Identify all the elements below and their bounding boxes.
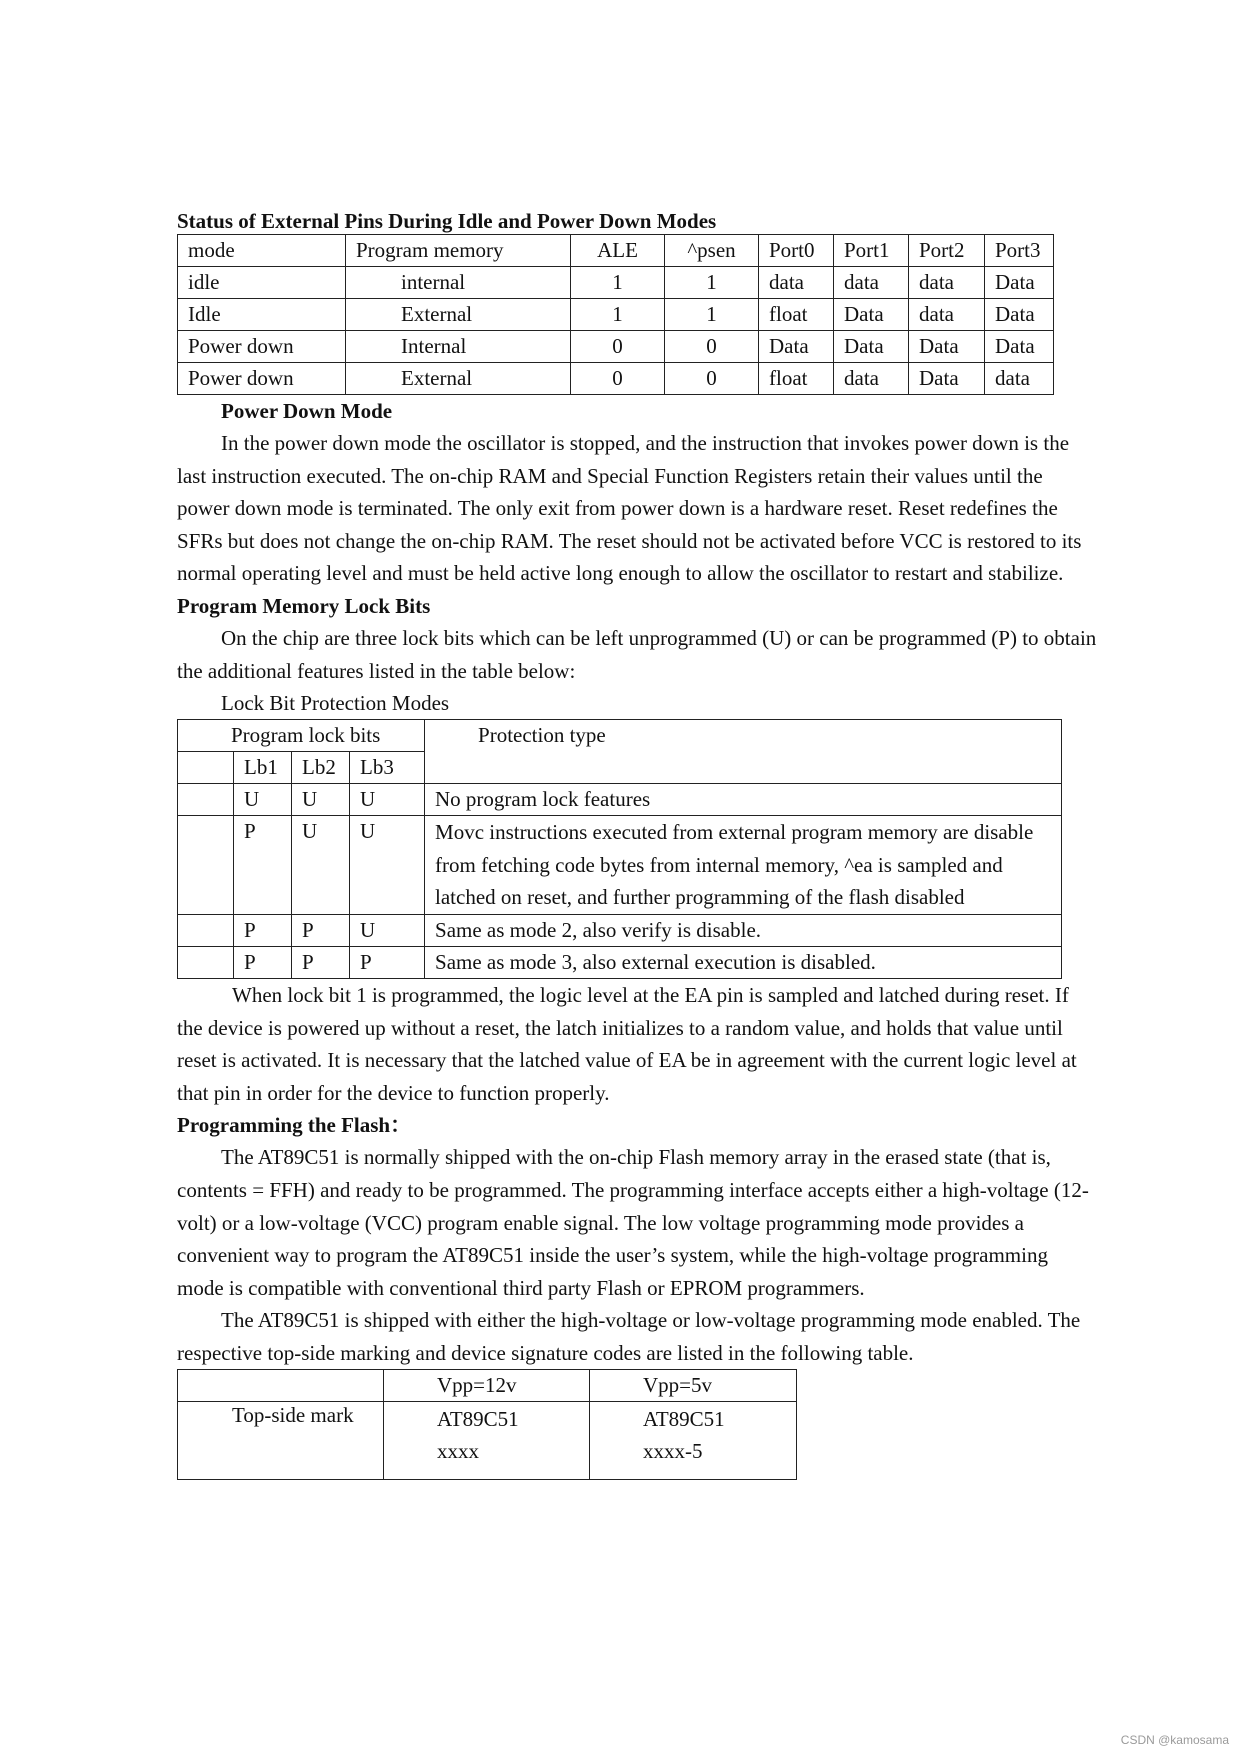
table-header-row xyxy=(178,1370,797,1402)
table-row xyxy=(178,1402,797,1480)
top-side-mark-label: Top-side mark xyxy=(178,1402,384,1480)
table-cell: Movc instructions executed from external program memory are disable from fetching code bytes from internal memory, ^ea is sampled and latched on reset, and further programming of the flash disabled xyxy=(425,816,1062,915)
table-cell: P xyxy=(234,816,292,915)
vpp12-mark-line1: AT89C51 xyxy=(437,1407,519,1432)
header-cell: Port3 xyxy=(985,235,1054,267)
table-cell: Data xyxy=(909,331,985,363)
table-cell: data xyxy=(834,363,909,395)
table-cell: P xyxy=(234,914,292,946)
table-cell: P xyxy=(292,946,350,978)
table-cell: U xyxy=(292,816,350,915)
table-cell: U xyxy=(234,784,292,816)
table-cell: P xyxy=(234,946,292,978)
vpp5-mark-cell xyxy=(590,1402,797,1480)
lock-bits-heading: Program Memory Lock Bits xyxy=(177,593,431,618)
table-cell: data xyxy=(909,299,985,331)
table-cell: Data xyxy=(909,363,985,395)
mode-cell xyxy=(178,914,234,946)
table-cell: 1 xyxy=(665,299,759,331)
lock-table-caption: Lock Bit Protection Modes xyxy=(221,691,450,716)
table-cell: data xyxy=(985,363,1054,395)
watermark: CSDN @kamosama xyxy=(1120,1733,1229,1747)
table-cell: data xyxy=(834,267,909,299)
table-cell: 1 xyxy=(665,267,759,299)
table-cell: Data xyxy=(985,299,1054,331)
section-title-pin-status: Status of External Pins During Idle and Power Down Modes xyxy=(177,209,717,233)
table-header-row xyxy=(178,235,1054,267)
table-cell: No program lock features xyxy=(425,784,1062,816)
table-row xyxy=(178,363,1054,395)
table-row xyxy=(178,784,1062,816)
table-cell: float xyxy=(759,299,834,331)
power-down-heading: Power Down Mode xyxy=(221,399,393,423)
table-row xyxy=(178,331,1054,363)
flash-heading: Programming the Flash： xyxy=(177,1113,412,1138)
header-cell: ALE xyxy=(571,235,665,267)
mode-cell xyxy=(178,816,234,915)
table-cell: U xyxy=(292,784,350,816)
table-cell: Idle xyxy=(178,299,346,331)
table-row xyxy=(178,946,1062,978)
table-cell: External xyxy=(346,299,571,331)
table-cell: Data xyxy=(834,299,909,331)
header-cell: Port1 xyxy=(834,235,909,267)
header-cell: Vpp=5v xyxy=(590,1370,797,1402)
vpp5-mark-line2: xxxx-5 xyxy=(643,1439,703,1464)
header-cell: Port2 xyxy=(909,235,985,267)
table-cell: 0 xyxy=(665,331,759,363)
table-cell: U xyxy=(350,914,425,946)
power-down-paragraph: In the power down mode the oscillator is stopped, and the instruction that invokes power down is the last instruction executed. The on-chip RAM and Special Function Registers retain their values until the power down mode is terminated. The only exit from power down is a hardware reset. Reset redefines the SFRs but does not change the on-chip RAM. The reset should not be activated before VCC is restored to its normal operating level and must be held active long enough to allow the oscillator to restart and stabilize. xyxy=(177,431,1082,586)
table-cell: Data xyxy=(985,331,1054,363)
vpp5-mark-line1: AT89C51 xyxy=(643,1407,725,1432)
header-cell xyxy=(178,1370,384,1402)
table-cell: 0 xyxy=(571,331,665,363)
pin-status-table xyxy=(177,234,1054,395)
header-cell: Port0 xyxy=(759,235,834,267)
header-cell: Program memory xyxy=(346,235,571,267)
table-row xyxy=(178,816,1062,915)
document-page xyxy=(177,208,1097,1480)
program-lock-bits-header: Program lock bits xyxy=(178,720,425,752)
vpp12-mark-line2: xxxx xyxy=(437,1439,479,1464)
table-cell: P xyxy=(292,914,350,946)
table-row xyxy=(178,299,1054,331)
table-cell: Data xyxy=(834,331,909,363)
vpp12-mark-cell xyxy=(384,1402,590,1480)
table-cell: 0 xyxy=(665,363,759,395)
table-cell: Power down xyxy=(178,363,346,395)
table-cell: 0 xyxy=(571,363,665,395)
table-cell: Data xyxy=(759,331,834,363)
table-cell: data xyxy=(909,267,985,299)
table-cell: data xyxy=(759,267,834,299)
lock-bit-paragraph: When lock bit 1 is programmed, the logic level at the EA pin is sampled and latched during reset. If the device is powered up without a reset, the latch initializes to a random value, and holds that value until reset is activated. It is necessary that the latched value of EA be in agreement with the current logic level at that pin in order for the device to function properly. xyxy=(177,982,1077,1105)
table-cell: Internal xyxy=(346,331,571,363)
table-row xyxy=(178,267,1054,299)
header-cell: Lb2 xyxy=(292,752,350,784)
table-cell: float xyxy=(759,363,834,395)
table-cell: Same as mode 2, also verify is disable. xyxy=(425,914,1062,946)
mode-cell xyxy=(178,784,234,816)
table-cell: Same as mode 3, also external execution is disabled. xyxy=(425,946,1062,978)
header-cell: Lb3 xyxy=(350,752,425,784)
flash-paragraph-2: The AT89C51 is shipped with either the high-voltage or low-voltage programming mode enabled. The respective top-side marking and device signature codes are listed in the following table. xyxy=(177,1308,1081,1365)
table-cell: External xyxy=(346,363,571,395)
lock-bits-paragraph: On the chip are three lock bits which can be left unprogrammed (U) or can be programmed (P) to obtain the additional features listed in the table below: xyxy=(177,625,1097,683)
protection-type-header: Protection type xyxy=(425,720,1062,784)
lock-bit-table xyxy=(177,719,1062,979)
table-cell: U xyxy=(350,816,425,915)
table-cell: P xyxy=(350,946,425,978)
top-side-mark-table xyxy=(177,1369,797,1480)
table-cell: internal xyxy=(346,267,571,299)
table-row xyxy=(178,914,1062,946)
table-cell: Power down xyxy=(178,331,346,363)
header-cell: Lb1 xyxy=(234,752,292,784)
table-cell: Data xyxy=(985,267,1054,299)
header-cell: Vpp=12v xyxy=(384,1370,590,1402)
header-cell: mode xyxy=(178,235,346,267)
header-cell: ^psen xyxy=(665,235,759,267)
table-cell: idle xyxy=(178,267,346,299)
flash-paragraph-1: The AT89C51 is normally shipped with the on-chip Flash memory array in the erased state (that is, contents = FFH) and ready to be programmed. The programming interface accepts either a high-voltage (12-volt) or a low-voltage (VCC) program enable signal. The low voltage programming mode provides a convenient way to program the AT89C51 inside the user’s system, while the high-voltage programming mode is compatible with conventional third party Flash or EPROM programmers. xyxy=(177,1145,1089,1300)
table-cell: 1 xyxy=(571,267,665,299)
mode-cell xyxy=(178,752,234,784)
table-header-row xyxy=(178,720,1062,752)
mode-cell xyxy=(178,946,234,978)
table-cell: 1 xyxy=(571,299,665,331)
table-cell: U xyxy=(350,784,425,816)
